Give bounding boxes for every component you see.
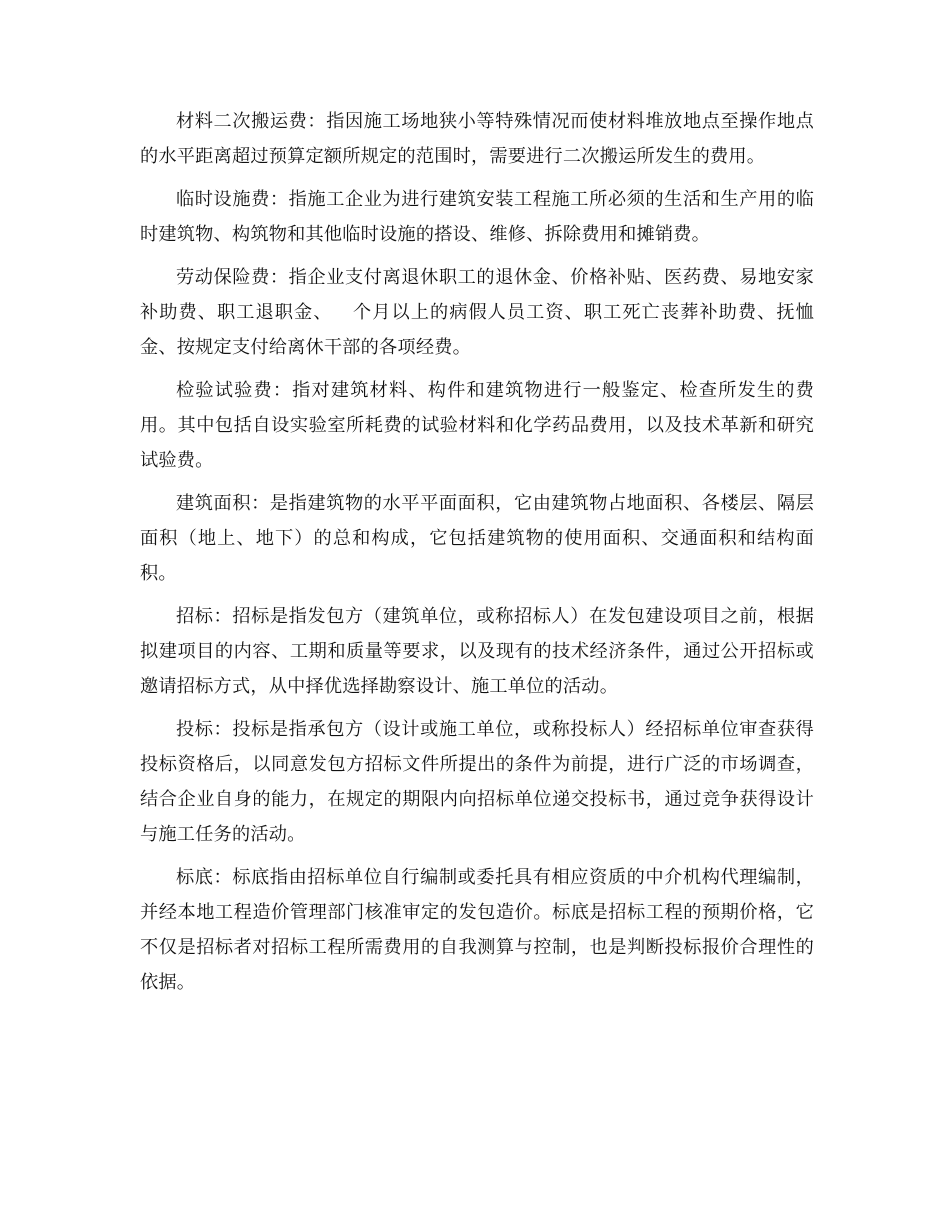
paragraph-labor-insurance-fee: 劳动保险费：指企业支付离退休职工的退休金、价格补贴、医药费、易地安家补助费、职工退职金、 个月以上的病假人员工资、职工死亡丧葬补助费、抚恤金、按规定支付给离休干部的各项经费。: [140, 267, 814, 358]
paragraph-bidding: 投标：投标是指承包方（设计或施工单位，或称投标人）经招标单位审查获得投标资格后，以同意发包方招标文件所提出的条件为前提，进行广泛的市场调查，结合企业自身的能力，在规定的期限内向招标单位递交投标书，通过竞争获得设计与施工任务的活动。: [140, 719, 814, 845]
paragraph-base-price: 标底：标底指由招标单位自行编制或委托具有相应资质的中介机构代理编制，并经本地工程造价管理部门核准审定的发包造价。标底是招标工程的预期价格，它不仅是招标者对招标工程所需费用的自我测算与控制，也是判断投标报价合理性的依据。: [140, 867, 814, 993]
paragraph-material-transport-fee: 材料二次搬运费：指因施工场地狭小等特殊情况而使材料堆放地点至操作地点的水平距离超过预算定额所规定的范围时，需要进行二次搬运所发生的费用。: [140, 111, 814, 167]
paragraph-temporary-facilities-fee: 临时设施费：指施工企业为进行建筑安装工程施工所必须的生活和生产用的临时建筑物、构筑物和其他临时设施的搭设、维修、拆除费用和摊销费。: [140, 189, 814, 245]
document-page: [140, 104, 814, 1008]
paragraph-tendering: 招标：招标是指发包方（建筑单位，或称招标人）在发包建设项目之前，根据拟建项目的内容、工期和质量等要求，以及现有的技术经济条件，通过公开招标或邀请招标方式，从中择优选择勘察设计、施工单位的活动。: [140, 606, 814, 697]
paragraph-building-area: 建筑面积：是指建筑物的水平平面面积，它由建筑物占地面积、各楼层、隔层面积（地上、地下）的总和构成，它包括建筑物的使用面积、交通面积和结构面积。: [140, 493, 814, 584]
paragraph-inspection-test-fee: 检验试验费：指对建筑材料、构件和建筑物进行一般鉴定、检查所发生的费用。其中包括自设实验室所耗费的试验材料和化学药品费用，以及技术革新和研究试验费。: [140, 380, 814, 471]
